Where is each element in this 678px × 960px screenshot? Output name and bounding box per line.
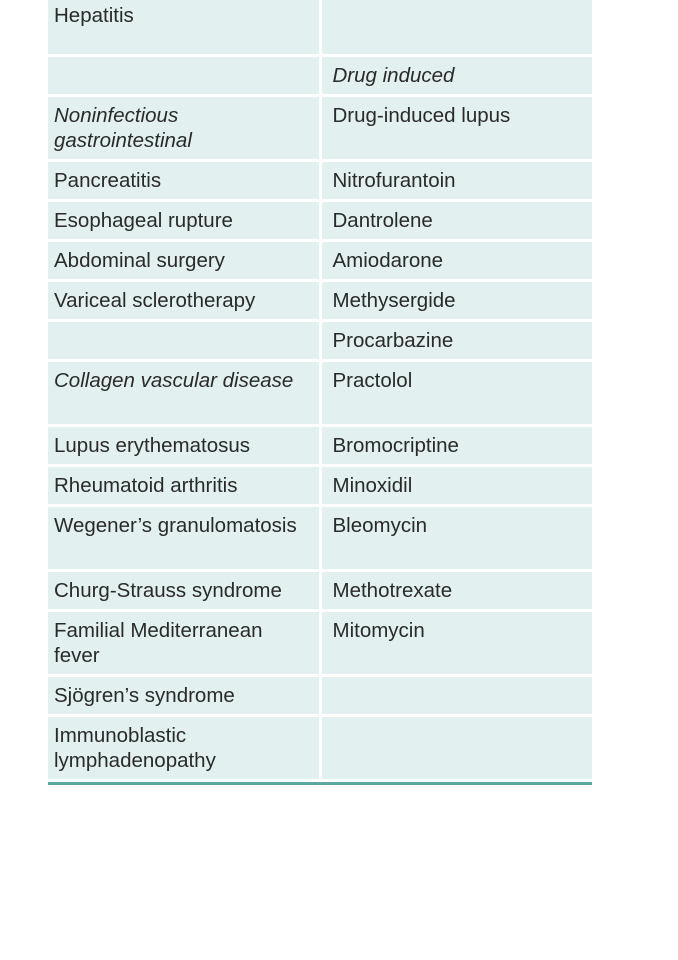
category-heading: Drug induced	[320, 56, 592, 96]
table-row	[48, 676, 592, 716]
table-row	[48, 571, 592, 611]
table-row	[48, 361, 592, 426]
table-cell-right: Bromocriptine	[320, 426, 592, 466]
causes-table	[48, 0, 592, 782]
table-cell-left	[48, 56, 320, 96]
table-cell-right	[320, 0, 592, 56]
table-cell-left: Esophageal rupture	[48, 201, 320, 241]
table-cell-left: Churg-Strauss syndrome	[48, 571, 320, 611]
table-cell-right: Dantrolene	[320, 201, 592, 241]
table-cell-left: Wegener’s granulomatosis	[48, 506, 320, 571]
table-row	[48, 56, 592, 96]
table-row	[48, 281, 592, 321]
table-cell-left: Rheumatoid arthritis	[48, 466, 320, 506]
table-cell-right	[320, 676, 592, 716]
table-cell-left: Abdominal surgery	[48, 241, 320, 281]
table-cell-left: Familial Mediterranean fever	[48, 611, 320, 676]
table-cell-right: Methotrexate	[320, 571, 592, 611]
table-row	[48, 96, 592, 161]
table-row	[48, 466, 592, 506]
table-row	[48, 161, 592, 201]
table-cell-left: Pancreatitis	[48, 161, 320, 201]
table-cell-left: Lupus erythematosus	[48, 426, 320, 466]
category-heading: Noninfectious gastrointestinal	[48, 96, 320, 161]
table-cell-right: Practolol	[320, 361, 592, 426]
table-cell-left: Sjögren’s syndrome	[48, 676, 320, 716]
table-row	[48, 0, 592, 56]
table-cell-right: Drug-induced lupus	[320, 96, 592, 161]
table-cell-left: Variceal sclerotherapy	[48, 281, 320, 321]
table-cell-left: Immunoblastic lymphadenopathy	[48, 716, 320, 781]
table-cell-right: Methysergide	[320, 281, 592, 321]
table-cell-right: Bleomycin	[320, 506, 592, 571]
table-row	[48, 506, 592, 571]
table-cell-right	[320, 716, 592, 781]
table-cell-right: Nitrofurantoin	[320, 161, 592, 201]
table-row	[48, 241, 592, 281]
table-row	[48, 716, 592, 781]
table-container	[48, 0, 592, 785]
table-cell-right: Procarbazine	[320, 321, 592, 361]
table-row	[48, 201, 592, 241]
table-cell-right: Amiodarone	[320, 241, 592, 281]
category-heading: Collagen vascular disease	[48, 361, 320, 426]
table-cell-left	[48, 321, 320, 361]
table-row	[48, 321, 592, 361]
table-row	[48, 426, 592, 466]
table-cell-left: Hepatitis	[48, 0, 320, 56]
table-cell-right: Minoxidil	[320, 466, 592, 506]
table-row	[48, 611, 592, 676]
table-cell-right: Mitomycin	[320, 611, 592, 676]
